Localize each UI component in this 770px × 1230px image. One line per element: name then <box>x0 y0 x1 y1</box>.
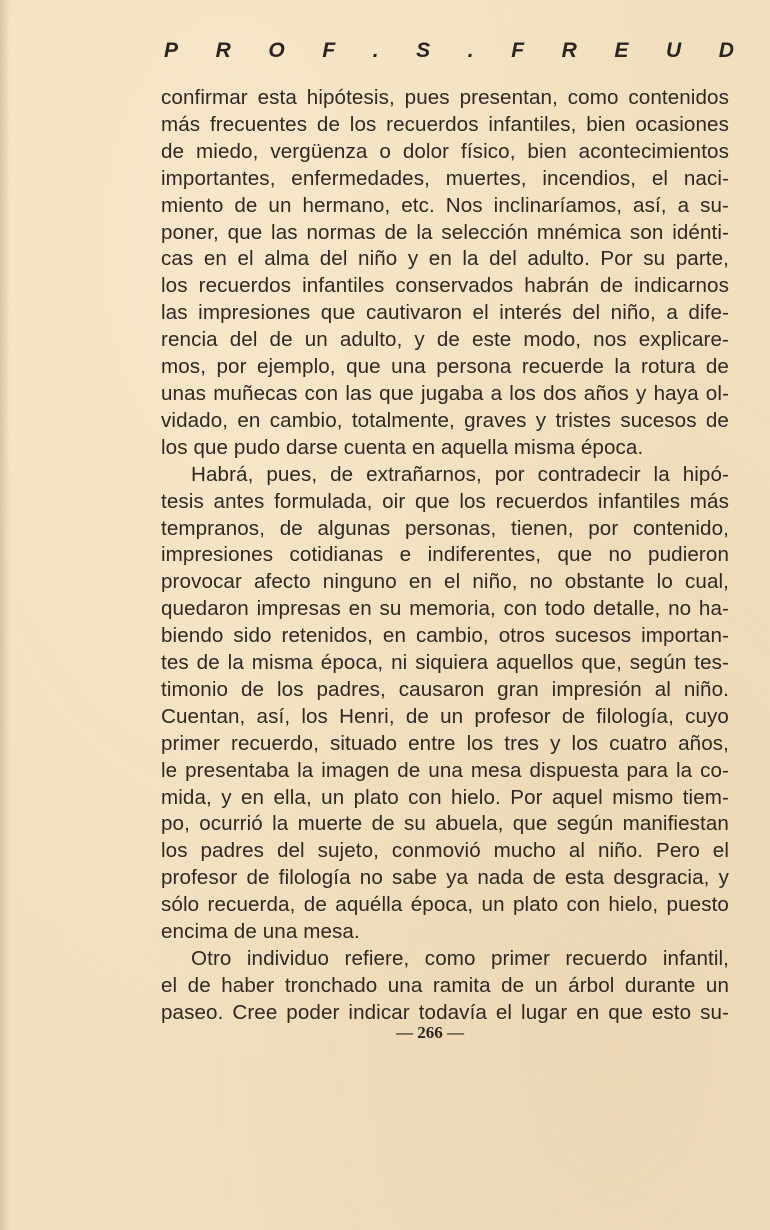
text-line: timonio de los padres, causaron gran impresión al niño. <box>161 677 729 701</box>
text-line: vidado, en cambio, totalmente, graves y tristes sucesos de <box>161 408 729 432</box>
running-head-letter: E <box>614 39 629 62</box>
text-line: provocar afecto ninguno en el niño, no obstante lo cual, <box>161 570 729 594</box>
running-head-letter: O <box>268 39 285 62</box>
text-line: de miedo, vergüenza o dolor físico, bien acontecimientos <box>161 139 729 163</box>
text-line: las impresiones que cautivaron el interés del niño, a dife- <box>161 301 729 325</box>
text-line: los que pudo darse cuenta en aquella misma época. <box>161 435 644 459</box>
running-head-letter: P <box>164 39 179 62</box>
page-number: — 266 — <box>396 1023 464 1042</box>
running-head-letter: D <box>718 39 734 62</box>
running-head-letter: R <box>215 39 231 62</box>
text-line: los recuerdos infantiles conservados habrán de indicarnos <box>161 274 729 298</box>
text-line: sólo recuerda, de aquélla época, un plato con hielo, puesto <box>161 893 729 917</box>
text-line: mos, por ejemplo, que una persona recuerde la rotura de <box>161 355 729 379</box>
text-line: rencia del de un adulto, y de este modo, nos explicare- <box>161 328 729 352</box>
text-line: miento de un hermano, etc. Nos inclinaríamos, así, a su- <box>161 193 729 217</box>
text-line: profesor de filología no sabe ya nada de esta desgracia, y <box>161 866 729 890</box>
running-head-letter: F <box>322 39 336 62</box>
text-line: tempranos, de algunas personas, tienen, por contenido, <box>161 516 729 540</box>
page-edge-shadow <box>0 0 10 1230</box>
text-line: Habrá, pues, de extrañarnos, por contradecir la hipó- <box>191 462 729 486</box>
text-line: quedaron impresas en su memoria, con todo detalle, no ha- <box>161 597 729 621</box>
text-line: encima de una mesa. <box>161 920 360 944</box>
running-head-letter: F <box>511 39 525 62</box>
text-line: paseo. Cree poder indicar todavía el lugar en que esto su- <box>161 1000 729 1024</box>
text-line: tes de la misma época, ni siquiera aquellos que, según tes- <box>161 651 729 675</box>
text-line: Otro individuo refiere, como primer recuerdo infantil, <box>191 947 729 970</box>
text-line: impresiones cotidianas e indiferentes, que no pudieron <box>161 543 729 567</box>
text-line: más frecuentes de los recuerdos infantiles, bien ocasiones <box>161 112 729 136</box>
running-head-letter: U <box>666 39 682 62</box>
text-line: unas muñecas con las que jugaba a los dos años y haya ol- <box>161 381 729 405</box>
text-line: poner, que las normas de la selección mnémica son idénti- <box>161 220 729 244</box>
text-line: cas en el alma del niño y en la del adulto. Por su parte, <box>161 247 729 271</box>
text-line: los padres del sujeto, conmovió mucho al niño. Pero el <box>161 839 729 863</box>
text-line: le presentaba la imagen de una mesa dispuesta para la co- <box>161 758 729 782</box>
text-line: po, ocurrió la muerte de su abuela, que según manifiestan <box>161 812 729 836</box>
running-head-letter: . <box>372 39 379 62</box>
running-head-letter: R <box>561 39 577 62</box>
text-line: importantes, enfermedades, muertes, incendios, el naci- <box>161 166 729 190</box>
text-line: biendo sido retenidos, en cambio, otros sucesos importan- <box>161 624 729 648</box>
text-line: Cuentan, así, los Henri, de un profesor de filología, cuyo <box>161 704 729 728</box>
text-line: confirmar esta hipótesis, pues presentan, como contenidos <box>161 86 729 109</box>
running-head <box>164 36 734 66</box>
text-line: primer recuerdo, situado entre los tres y los cuatro años, <box>161 731 729 755</box>
text-line: el de haber tronchado una ramita de un árbol durante un <box>161 973 729 997</box>
body-text <box>161 85 729 1027</box>
running-head-letter: . <box>467 39 474 62</box>
running-head-letter: S <box>416 39 431 62</box>
text-line: mida, y en ella, un plato con hielo. Por aquel mismo tiem- <box>161 785 729 809</box>
text-line: tesis antes formulada, oir que los recuerdos infantiles más <box>161 489 729 513</box>
